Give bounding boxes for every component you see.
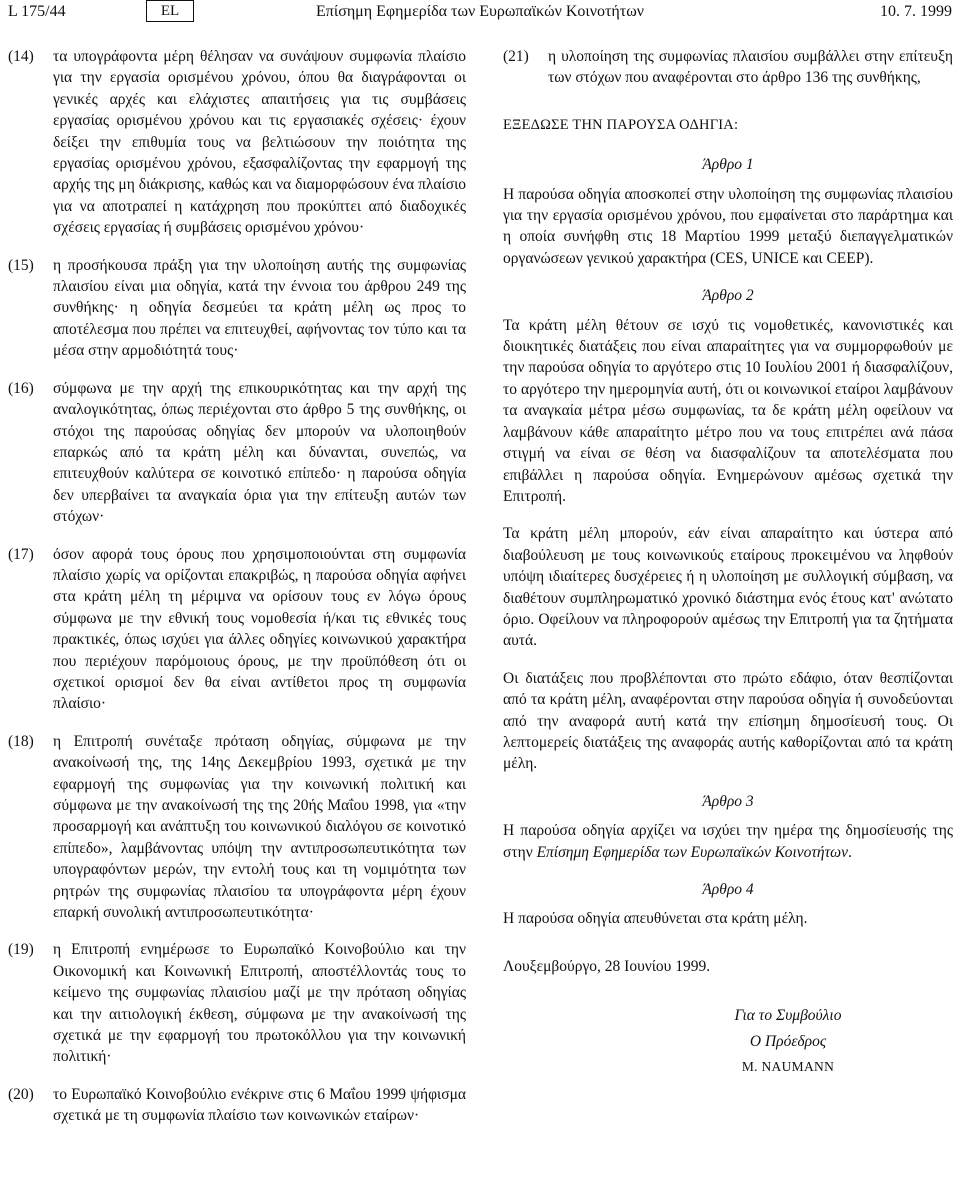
right-column xyxy=(503,46,953,1077)
recital-text: σύμφωνα με την αρχή της επικουρικότητας και την αρχή της αναλογικότητας, όπως περιέχονται στο άρθρο 5 της συνθήκης, οι στόχοι της παρούσας οδηγίας δεν μπορούν να υλοποιηθούν επαρκώς από τα κράτη μέλη και δύνανται, συνεπώς, να επιτευχθούν καλύτερα σε κοινοτικό επίπεδο· η παρούσα οδηγία δεν υπερβαίνει τα αναγκαία όρια για την επίτευξη αυτών των στόχων· xyxy=(53,379,466,526)
article-4-text: Η παρούσα οδηγία απευθύνεται στα κράτη μέλη. xyxy=(503,910,808,928)
recital-text: η Επιτροπή συνέταξε πρόταση οδηγίας, σύμφωνα με την ανακοίνωσή της, της 14ης Δεκεμβρίου 1993, σχετικά με την εφαρμογή της συμφωνίας για την κοινωνική πολιτική και σύμφωνα με την ανακοίνωσή της της 20ής Μαΐου 1998, για «την προσαρμογή και ανάπτυξη του κοινωνικού διαλόγου σε κοινοτικό επίπεδο», λαμβάνοντας υπόψη την αντιπροσωπευτικότητα των υπογραφόντων μερών, την εντολή τους και τη νομιμότητα των ρητρών της συμφωνίας πλαισίου τα υπογράφοντα μέρη έχουν επαρκή συνολική αντιπροσωπευτικότητα· xyxy=(53,732,466,922)
article-1-text: Η παρούσα οδηγία αποσκοπεί στην υλοποίηση της συμφωνίας πλαισίου για την εργασία ορισμένου χρόνου, που εμφαίνεται στο παράρτημα και η οποία συνήφθη στις 18 Μαρτίου 1999 μεταξύ διεπαγγελματικών οργανώσεων γενικού χαρακτήρα (CES, UNICE και CEEP). xyxy=(503,185,953,267)
enacting-formula: ΕΞΕΔΩΣΕ ΤΗΝ ΠΑΡΟΥΣΑ ΟΔΗΓΙΑ: xyxy=(503,116,739,133)
recital-number: (15) xyxy=(8,256,34,274)
recital-number: (21) xyxy=(503,48,529,65)
page-reference: L 175/44 xyxy=(8,3,66,20)
recital-text: όσον αφορά τους όρους που χρησιμοποιούνται στη συμφωνία πλαίσιο χωρίς να ορίζονται επακριβώς, η παρούσα οδηγία αφήνει στα κράτη μέλη τη μέριμνα να ορίσουν τους εν λόγω όρους σύμφωνα με την εθνική τους νομοθεσία ή/και τις εθνικές τους πρακτικές, όπως ισχύει για άλλες οδηγίες κοινωνικού χαρακτήρα που περιέχουν παρόμοιους όρους, με την προϋπόθεση ότι οι σχετικοί ορισμοί δεν θα είναι αντίθετοι προς τη συμφωνία πλαίσιο· xyxy=(53,545,466,713)
article-3-text-start: Η παρούσα οδηγία αρχίζει να ισχύει την ημέρα της δημοσίευσής της στην xyxy=(503,822,953,861)
recital-text: τα υπογράφοντα μέρη θέλησαν να συνάψουν συμφωνία πλαίσιο για την εργασία ορισμένου χρόνου, όπου θα διαγράφονται οι γενικές αρχές και ελάχιστες απαιτήσεις για τις συμβάσεις εργασίας ορισμένου χρόνου και τις εργασιακές σχέσεις· έχουν δείξει την επιθυμία τους να βελτιώσουν την ποιότητα της εργασίας ορισμένου χρόνου, εξασφαλίζοντας την εφαρμογή της αρχής της μη διάκρισης, καθώς και να διαμορφώσουν ένα πλαίσιο για να αποτραπεί η κατάχρηση που προκύπτει από διαδοχικές σχέσεις εργασίας ή συμβάσεις ορισμένου χρόνου· xyxy=(53,48,466,237)
publication-date: 10. 7. 1999 xyxy=(880,3,952,20)
recital-text: η υλοποίηση της συμφωνίας πλαισίου συμβάλλει στην επίτευξη των στόχων που αναφέρονται στο άρθρο 136 της συνθήκης, xyxy=(548,48,953,87)
article-2-paragraph-2: Τα κράτη μέλη μπορούν, εάν είναι απαραίτητο και ύστερα από διαβούλευση με τους κοινωνικούς εταίρους προκειμένου να ληφθούν υπόψη ιδιαίτερες δυσχέρειες ή η υλοποίηση με συλλογική σύμβαση, να διαθέτουν συμπληρωματικό χρονικό διάστημα ενός έτους κατ' ανώτατο όριο. Οφείλουν να πληροφορούν αμέσως την Επιτροπή για τα ζητήματα αυτά. xyxy=(503,525,953,650)
official-journal-title: Επίσημη Εφημερίδα των Ευρωπαϊκών Κοινοτήτων xyxy=(536,843,848,861)
language-badge: EL xyxy=(146,0,194,22)
recital-20 xyxy=(8,1084,466,1127)
page-header xyxy=(8,0,952,24)
recital-15 xyxy=(8,255,466,362)
recital-number: (19) xyxy=(8,941,34,959)
signature-name: M. NAUMANN xyxy=(741,1059,835,1075)
article-2-paragraph-1: Τα κράτη μέλη θέτουν σε ισχύ τις νομοθετικές, κανονιστικές και διοικητικές διατάξεις που είναι απαραίτητες για να συμμορφωθούν με την παρούσα οδηγία το αργότερο στις 10 Ιουλίου 2001 ή διασφαλίζουν, το αργότερο την ημερομηνία αυτή, ότι οι κοινωνικοί εταίροι λαμβάνουν τα αναγκαία μέτρα μέσω συμφωνίας, τα δε κράτη μέλη οφείλουν να λαμβάνουν κάθε απαραίτητο μέτρο που να τους επιτρέπει ανά πάσα στιγμή να είναι σε θέση να διασφαλίζουν τα αποτελέσματα που επιβάλλει η παρούσα οδηγία. Ενημερώνουν αμέσως σχετικά την Επιτροπή. xyxy=(503,316,953,505)
recital-17 xyxy=(8,544,466,715)
left-column xyxy=(8,46,466,1143)
signature-for: Για το Συμβούλιο xyxy=(734,1007,842,1025)
recital-16 xyxy=(8,378,466,528)
signature-role: Ο Πρόεδρος xyxy=(749,1032,827,1050)
article-3-text xyxy=(503,820,953,863)
recital-21 xyxy=(503,46,953,89)
article-4-title: Άρθρο 4 xyxy=(702,881,754,898)
place-and-date: Λουξεμβούργο, 28 Ιουνίου 1999. xyxy=(503,957,711,975)
signature-block xyxy=(623,1005,953,1077)
article-2-paragraph-3: Οι διατάξεις που προβλέπονται στο πρώτο εδάφιο, όταν θεσπίζονται από τα κράτη μέλη, αναφέρονται στην παρούσα οδηγία ή συνοδεύονται από την αναφορά αυτή κατά την επίσημη δημοσίευσή τους. Οι λεπτομερείς διατάξεις της αναφοράς αυτής καθορίζονται από τα κράτη μέλη. xyxy=(503,669,953,773)
recital-number: (14) xyxy=(8,48,34,65)
recital-text: η Επιτροπή ενημέρωσε το Ευρωπαϊκό Κοινοβούλιο και την Οικονομική και Κοινωνική Επιτροπή, αποστέλλοντάς τους το κείμενο της συμφωνίας πλαισίου μαζί με την πρόταση οδηγίας και την αιτιολογική έκθεση, σύμφωνα με την ανακοίνωσή της σχετικά με την εφαρμογή του πρωτοκόλλου για την κοινωνική πολιτική· xyxy=(53,941,466,1066)
recital-18 xyxy=(8,731,466,924)
recital-14 xyxy=(8,46,466,239)
article-3-text-end: . xyxy=(848,843,852,861)
recital-number: (16) xyxy=(8,379,34,397)
journal-title: Επίσημη Εφημερίδα των Ευρωπαϊκών Κοινοτήτων xyxy=(316,3,644,20)
recital-text: η προσήκουσα πράξη για την υλοποίηση αυτής της συμφωνίας πλαισίου είναι μια οδηγία, κατά την έννοια του άρθρου 249 της συνθήκης· η οδηγία δεσμεύει τα κράτη μέλη ως προς το αποτέλεσμα που πρέπει να επιτευχθεί, αφήνοντας τον τύπο και τα μέσα στην αρμοδιότητά τους· xyxy=(53,256,466,360)
recital-number: (20) xyxy=(8,1085,34,1103)
article-2-title: Άρθρο 2 xyxy=(702,287,754,305)
recital-number: (18) xyxy=(8,732,34,750)
article-1-title: Άρθρο 1 xyxy=(702,156,754,174)
recital-19 xyxy=(8,939,466,1067)
article-3-title: Άρθρο 3 xyxy=(702,792,754,810)
recital-text: το Ευρωπαϊκό Κοινοβούλιο ενέκρινε στις 6 Μαΐου 1999 ψήφισμα σχετικά με τη συμφωνία πλαίσιο των κοινωνικών εταίρων· xyxy=(53,1085,466,1125)
recital-number: (17) xyxy=(8,545,34,563)
